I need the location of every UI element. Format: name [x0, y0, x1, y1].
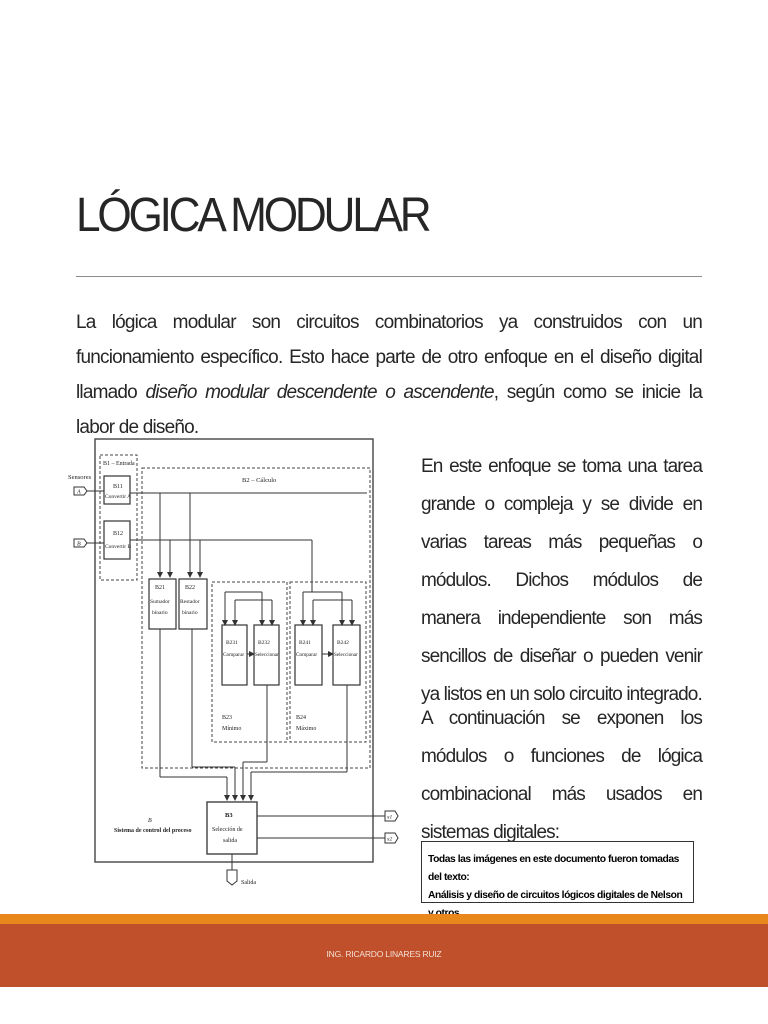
b241-id: B241: [299, 640, 311, 646]
b21-name2: binario: [152, 610, 168, 616]
b12-block: [104, 521, 130, 559]
footer-accent-bar: [0, 914, 768, 924]
b22-name2: binario: [182, 610, 198, 616]
intro-italic-term: diseño modular descendente o ascendente: [145, 382, 494, 403]
b1-label: B1 – Entrada: [103, 461, 135, 467]
b11-id: B11: [113, 484, 123, 490]
b232-name: Seleccionar: [255, 652, 279, 658]
input-a-label: A: [77, 489, 81, 496]
b22-id: B22: [185, 585, 196, 591]
salida-label: Salida: [241, 880, 256, 886]
b-label: B: [148, 818, 152, 824]
footer-author: ING. RICARDO LINARES RUIZ: [326, 949, 442, 959]
b242-id: B242: [337, 640, 349, 646]
b3-name2: salida: [223, 838, 237, 844]
b1-input-block: [100, 455, 137, 580]
b3-name1: Selección de: [212, 827, 243, 833]
b21-id: B21: [155, 585, 166, 591]
x1-label: x1: [387, 814, 393, 821]
title-divider: [76, 276, 702, 277]
b24-name: Máximo: [296, 726, 317, 732]
b231-name: Comparar: [223, 652, 245, 658]
salida-arrow: [227, 870, 237, 885]
b231-id: B231: [226, 640, 238, 646]
b11-name: Convertir A: [105, 494, 132, 500]
input-b-label: B: [77, 541, 81, 548]
b23-id: B23: [222, 715, 233, 721]
b23-name: Mínimo: [222, 726, 242, 732]
b21-name1: Sumador: [150, 599, 170, 605]
b232-id: B232: [258, 640, 270, 646]
b12-id: B12: [113, 531, 124, 537]
b3-id: B3: [225, 812, 233, 819]
intro-text-part1: La lógica modular son circuitos combinatorios ya construidos con un funcionamiento específico. Esto hace parte de otro enfoque en el diseño digital llamado: [76, 312, 702, 403]
modules-intro-paragraph: A continuación se exponen los módulos o funciones de lógica combinacional más usados en sistemas digitales:: [421, 708, 702, 843]
slide-title: LÓGICA MODULAR: [76, 189, 429, 242]
modular-design-diagram: [62, 432, 402, 902]
credit-line-2: Análisis y diseño de circuitos lógicos digitales de Nelson: [428, 890, 683, 901]
system-label: Sistema de control del proceso: [114, 828, 192, 834]
b242-name: Seleccionar: [334, 652, 358, 658]
outer-frame: [95, 439, 373, 862]
b241-name: Comparar: [296, 652, 318, 658]
sensores-label: Sensores: [68, 474, 92, 481]
b24-id: B24: [296, 715, 307, 721]
image-credit-box: [421, 841, 694, 903]
intro-paragraph: [76, 305, 702, 445]
b12-name: Convertir B: [105, 544, 132, 550]
b2-label: B2 – Cálculo: [242, 477, 277, 484]
intro-text-part2: , según como se inicie la labor de diseño.: [76, 382, 702, 438]
b22-name1: Restador: [180, 599, 200, 605]
approach-paragraph: En este enfoque se toma una tarea grande o compleja y se divide en varias tareas más pequeñas o módulos. Dichos módulos de manera independiente son más sencillos de diseñar o pueden venir ya listos en un solo circuito integrado.: [421, 456, 702, 705]
x2-label: x2: [387, 836, 393, 843]
credit-line-1: Todas las imágenes en este documento fueron tomadas del texto:: [428, 854, 679, 883]
